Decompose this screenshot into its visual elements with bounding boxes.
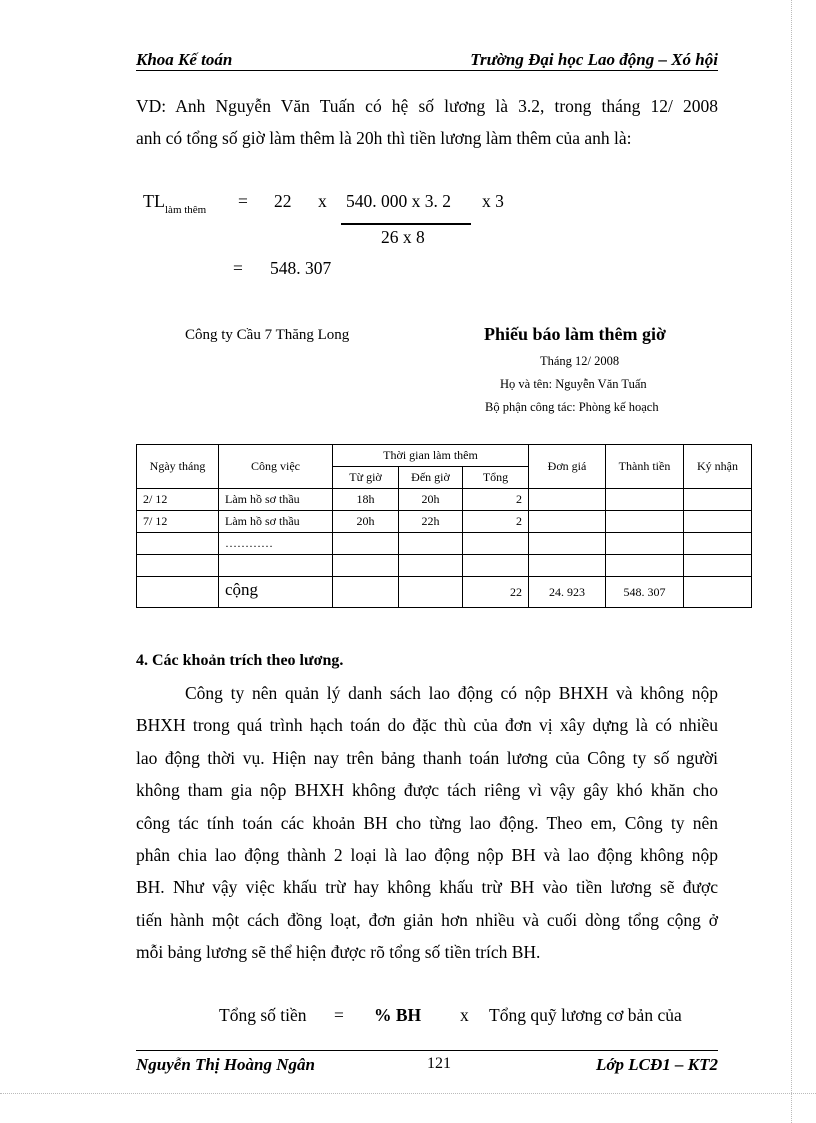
table-row	[137, 511, 752, 533]
col-header-unit-price: Đơn giá	[529, 445, 606, 489]
col-header-date: Ngày tháng	[137, 445, 219, 489]
cell-empty	[529, 555, 606, 577]
cell-date: 7/ 12	[137, 511, 219, 533]
formula2-percent: % BH	[374, 1005, 422, 1025]
cell-sum-amount: 548. 307	[606, 577, 684, 608]
cell-empty	[399, 533, 463, 555]
footer-class: Lớp LCĐ1 – KT2	[596, 1055, 718, 1074]
formula2-lhs: Tổng số tiền	[219, 1005, 307, 1025]
cell-empty	[399, 577, 463, 608]
example-line: anh có tổng số giờ làm thêm là 20h thì tiền lương làm thêm của anh là:	[136, 128, 632, 149]
slip-month: Tháng 12/ 2008	[540, 354, 620, 368]
cell-empty	[606, 533, 684, 555]
cell-date: 2/ 12	[137, 489, 219, 511]
cell-to: 20h	[399, 489, 463, 511]
cell-from: 18h	[333, 489, 399, 511]
slip-department: Bộ phận công tác: Phòng kế hoạch	[485, 400, 659, 414]
col-header-to: Đến giờ	[399, 467, 463, 489]
formula-result: 548. 307	[270, 258, 332, 278]
overtime-table	[136, 444, 752, 608]
formula2-rhs: Tổng quỹ lương cơ bản của	[489, 1005, 682, 1025]
formula-hours: 22	[274, 191, 292, 211]
formula-equals-2: =	[233, 258, 243, 278]
cell-empty	[219, 555, 333, 577]
cell-empty	[684, 489, 752, 511]
cell-sum-unit-price: 24. 923	[529, 577, 606, 608]
cell-work: …………	[219, 533, 333, 555]
formula-equals: =	[238, 191, 248, 211]
col-header-amount: Thành tiền	[606, 445, 684, 489]
cell-empty	[463, 555, 529, 577]
paragraph-line: BHXH trong quá trình hạch toán do đặc thù của đơn vị xây dựng là có nhiều	[136, 715, 718, 736]
paragraph-line: công tác tính toán các khoản BH cho từng lao động. Theo em, Công ty nên	[136, 812, 718, 833]
cell-empty	[137, 555, 219, 577]
paragraph-line: BH. Như vậy việc khấu trừ hay không khấu trừ BH vào tiền lương sẽ được	[136, 877, 718, 898]
formula-multiplier: x 3	[482, 191, 504, 211]
cell-empty	[684, 577, 752, 608]
fraction-bar	[341, 223, 471, 225]
cell-empty	[463, 533, 529, 555]
paragraph-line: Công ty nên quản lý danh sách lao động có nộp BHXH và không nộp	[185, 683, 718, 703]
table-row	[137, 555, 752, 577]
example-line: VD: Anh Nguyễn Văn Tuấn có hệ số lương là 3.2, trong tháng 12/ 2008	[136, 96, 718, 116]
page-edge-vertical	[791, 0, 792, 1123]
cell-empty	[684, 533, 752, 555]
header-rule	[136, 70, 718, 71]
paragraph-line: phân chia lao động thành 2 loại là lao động nộp BH và lao động không nộp	[136, 844, 718, 865]
cell-empty	[333, 555, 399, 577]
formula-denominator: 26 x 8	[381, 227, 425, 247]
formula2-equals: =	[334, 1005, 344, 1025]
header-faculty: Khoa Kế toán	[136, 50, 233, 69]
table-row	[137, 489, 752, 511]
cell-empty	[684, 555, 752, 577]
formula-numerator: 540. 000 x 3. 2	[346, 191, 451, 211]
section-paragraph	[136, 677, 718, 969]
cell-total: 2	[463, 489, 529, 511]
page-number: 121	[427, 1055, 451, 1072]
table-sum-row	[137, 577, 752, 608]
col-header-signature: Ký nhận	[684, 445, 752, 489]
paragraph-line: không tham gia nộp BHXH không được tách riêng vì vậy gây khó khăn cho	[136, 780, 718, 801]
slip-employee-name: Họ và tên: Nguyễn Văn Tuấn	[500, 377, 647, 391]
table-row	[137, 533, 752, 555]
cell-from: 20h	[333, 511, 399, 533]
formula-tl-subscript: làm thêm	[165, 204, 207, 216]
company-name: Công ty Cầu 7 Thăng Long	[185, 327, 350, 343]
cell-empty	[606, 489, 684, 511]
cell-empty	[137, 533, 219, 555]
table-header-row	[137, 445, 752, 467]
page-edge-horizontal	[0, 1093, 816, 1094]
formula-times: x	[318, 191, 327, 211]
paragraph-line: tiến hành một cách đồng loạt, đơn giản hơn nhiều và cuối dòng tổng cộng ở	[136, 909, 718, 930]
cell-work: Làm hồ sơ thầu	[219, 511, 333, 533]
cell-sum-total: 22	[463, 577, 529, 608]
formula2-times: x	[460, 1005, 469, 1025]
cell-empty	[684, 511, 752, 533]
cell-empty	[606, 511, 684, 533]
cell-empty	[529, 489, 606, 511]
cell-empty	[333, 533, 399, 555]
cell-empty	[399, 555, 463, 577]
section-heading: 4. Các khoản trích theo lương.	[136, 652, 344, 669]
footer-rule	[136, 1050, 718, 1051]
col-header-overtime: Thời gian làm thêm	[333, 445, 529, 467]
cell-to: 22h	[399, 511, 463, 533]
cell-empty	[529, 511, 606, 533]
cell-sum-label: cộng	[219, 577, 333, 608]
formula-tl: $TL_{làm thêm}$	[143, 191, 207, 216]
cell-total: 2	[463, 511, 529, 533]
cell-empty	[529, 533, 606, 555]
paragraph-line: mỗi bảng lương sẽ thể hiện được rõ tổng số tiền trích BH.	[136, 942, 541, 963]
col-header-total: Tổng	[463, 467, 529, 489]
paragraph-line: lao động thời vụ. Hiện nay trên bảng thanh toán lương của Công ty số người	[136, 747, 718, 768]
header-university: Trường Đại học Lao động – Xó hội	[470, 50, 718, 69]
cell-empty	[137, 577, 219, 608]
example-paragraph	[136, 90, 718, 155]
cell-empty	[606, 555, 684, 577]
cell-work: Làm hồ sơ thầu	[219, 489, 333, 511]
cell-empty	[333, 577, 399, 608]
slip-title: Phiếu báo làm thêm giờ	[484, 324, 666, 344]
footer-author: Nguyễn Thị Hoàng Ngân	[136, 1055, 315, 1074]
col-header-work: Công việc	[219, 445, 333, 489]
col-header-from: Từ giờ	[333, 467, 399, 489]
